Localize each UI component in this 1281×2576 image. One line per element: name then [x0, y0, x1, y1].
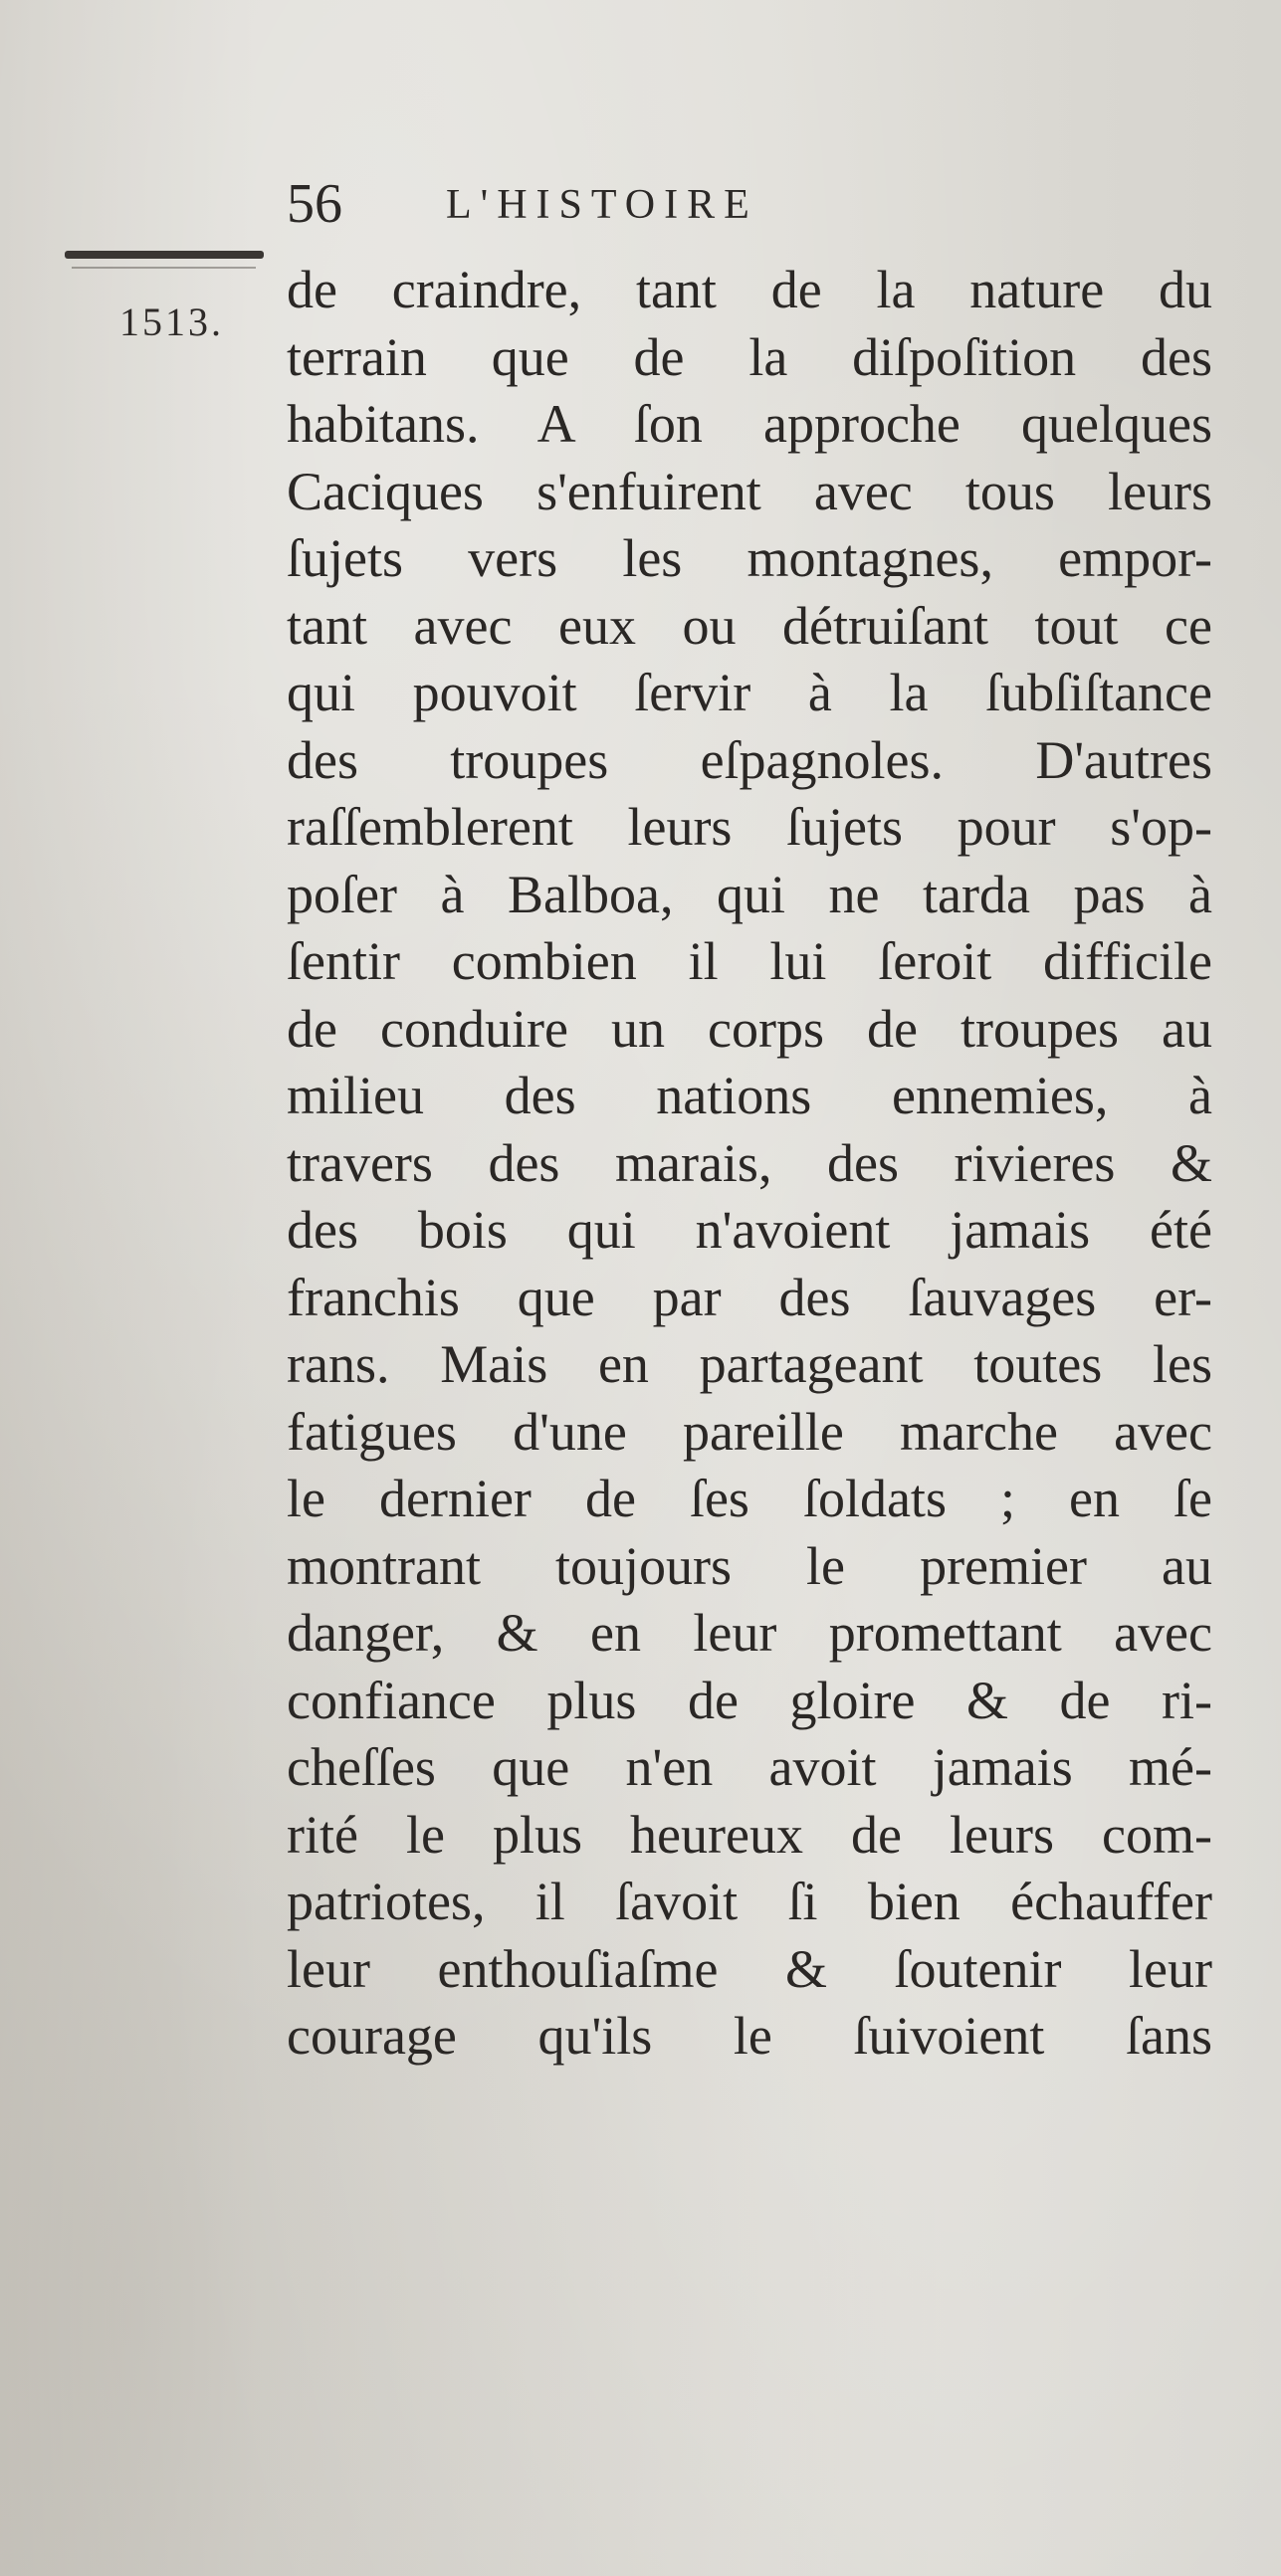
text-line: fatigues d'une pareille marche avec	[287, 1401, 1212, 1462]
text-line: le dernier de ſes ſoldats ; en ſe	[287, 1469, 1212, 1528]
text-line: de conduire un corps de troupes au	[287, 998, 1212, 1059]
text-line: milieu des nations ennemies, à	[287, 1066, 1212, 1125]
text-line: Caciques s'enfuirent avec tous leurs	[287, 461, 1212, 521]
text-line: ſujets vers les montagnes, empor-	[287, 528, 1212, 588]
text-line: tant avec eux ou détruiſant tout ce	[287, 595, 1212, 656]
text-line: franchis que par des ſauvages er-	[287, 1267, 1212, 1327]
running-head: L'HISTOIRE	[446, 182, 758, 228]
text-line: leur enthouſiaſme & ſoutenir leur	[287, 1938, 1212, 1999]
text-line: terrain que de la diſpoſition des	[287, 326, 1212, 387]
margin-rule	[65, 251, 264, 259]
text-line: danger, & en leur promettant avec	[287, 1603, 1212, 1663]
text-line: montrant toujours le premier au	[287, 1535, 1212, 1596]
text-line: travers des marais, des rivieres &	[287, 1132, 1212, 1193]
body-text	[287, 257, 1212, 2071]
text-line: rans. Mais en partageant toutes les	[287, 1334, 1212, 1394]
text-line: cheſſes que n'en avoit jamais mé-	[287, 1737, 1212, 1797]
text-line: de craindre, tant de la nature du	[287, 260, 1212, 319]
text-line: raſſemblerent leurs ſujets pour s'op-	[287, 797, 1212, 857]
text-line: confiance plus de gloire & de ri-	[287, 1670, 1212, 1730]
text-line: courage qu'ils le ſuivoient ſans	[287, 2006, 1212, 2066]
text-line: qui pouvoit ſervir à la ſubſiſtance	[287, 663, 1212, 722]
text-line: des troupes eſpagnoles. D'autres	[287, 729, 1212, 790]
text-line: rité le plus heureux de leurs com-	[287, 1804, 1212, 1865]
margin-year-note: 1513.	[119, 299, 224, 344]
text-line: ſentir combien il lui ſeroit difficile	[287, 931, 1212, 991]
text-line: patriotes, il ſavoit ſi bien échauffer	[287, 1872, 1212, 1931]
text-line: des bois qui n'avoient jamais été	[287, 1200, 1212, 1260]
page-number: 56	[287, 173, 342, 235]
text-line: habitans. A ſon approche quelques	[287, 394, 1212, 454]
text-line: poſer à Balboa, qui ne tarda pas à	[287, 864, 1212, 924]
margin-rule-thin	[72, 267, 256, 269]
